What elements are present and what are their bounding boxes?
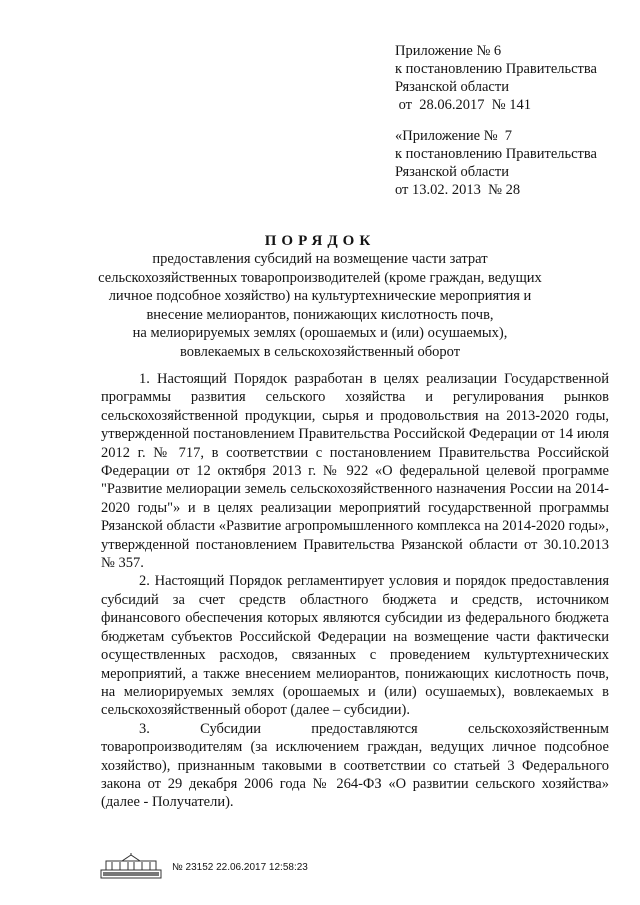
appendix-current-line: Приложение № 6 xyxy=(395,43,502,59)
building-stamp-icon xyxy=(100,853,162,879)
subtitle-line: сельскохозяйственных товаропроизводителей (кроме граждан, ведущих xyxy=(98,269,542,286)
appendix-previous xyxy=(395,127,597,199)
appendix-previous-line: «Приложение № 7 xyxy=(395,128,513,144)
subtitle-line: вовлекаемых в сельскохозяйственный оборот xyxy=(179,343,461,360)
appendix-previous-line: Рязанской области xyxy=(395,164,509,180)
paragraph-2: 2. Настоящий Порядок регламентирует условия и порядок предоставления субсидий за счет средств областного бюджета и средств, источником финансового обеспечения которых являются субсидии из федерального бюджета бюджетам субъектов Российской Федерации на возмещение части фактически осуществленных расходов, связанных с проведением культуртехнических мероприятий, а также внесением мелиорантов, понижающих кислотность почв, на мелиорируемых землях (орошаемых и (или) осушаемых), вовлекаемых в сельскохозяйственный оборот (далее – субсидии). xyxy=(101,573,609,719)
subtitle-line: личное подсобное хозяйство) на культуртехнические мероприятия и xyxy=(108,288,532,304)
registration-footer xyxy=(100,853,400,883)
appendix-current-line: к постановлению Правительства xyxy=(395,61,597,77)
subtitle-line: на мелиорируемых землях (орошаемых и (или) осушаемых), xyxy=(132,325,508,341)
paragraph-1: 1. Настоящий Порядок разработан в целях реализации Государственной программы развития сельского хозяйства и регулирования рынков сельскохозяйственной продукции, сырья и продовольствия на 2013-2020 годы, утвержденной постановлением Правительства Российской Федерации от 14 июля 2012 г. № 717, в соответствии с постановлением Правительства Российской Федерации от 12 октября 2013 г. № 922 «О федеральной целевой программе "Развитие мелиорации земель сельскохозяйственного назначения России на 2014-2020 годы"» и в целях реализации мероприятий государственной программы Рязанской области «Развитие агропромышленного комплекса на 2014-2020 годы», утвержденной постановлением Правительства Рязанской области от 30.10.2013 № 357. xyxy=(101,371,609,572)
paragraph-3: 3. Субсидии предоставляются сельскохозяйственным товаропроизводителям (за исключением граждан, ведущих личное подсобное хозяйство), признанным таковыми в соответствии со статьей 3 Федерального закона от 29 декабря 2006 года № 264-ФЗ «О развитии сельского хозяйства» (далее - Получатели). xyxy=(101,720,609,811)
subtitle-line: предоставления субсидий на возмещение части затрат xyxy=(152,251,488,267)
appendix-current-line: от 28.06.2017 № 141 xyxy=(395,97,531,113)
registration-text: № 23152 22.06.2017 12:58:23 xyxy=(172,862,308,873)
appendix-current xyxy=(395,42,597,114)
document-title: ПОРЯДОК xyxy=(264,233,376,249)
appendix-previous-line: к постановлению Правительства xyxy=(395,146,597,162)
appendix-previous-line: от 13.02. 2013 № 28 xyxy=(395,182,521,198)
document-subtitle xyxy=(60,250,580,361)
appendix-current-line: Рязанской области xyxy=(395,79,509,95)
subtitle-line: внесение мелиорантов, понижающих кислотность почв, xyxy=(146,306,494,323)
document-body xyxy=(101,370,609,812)
